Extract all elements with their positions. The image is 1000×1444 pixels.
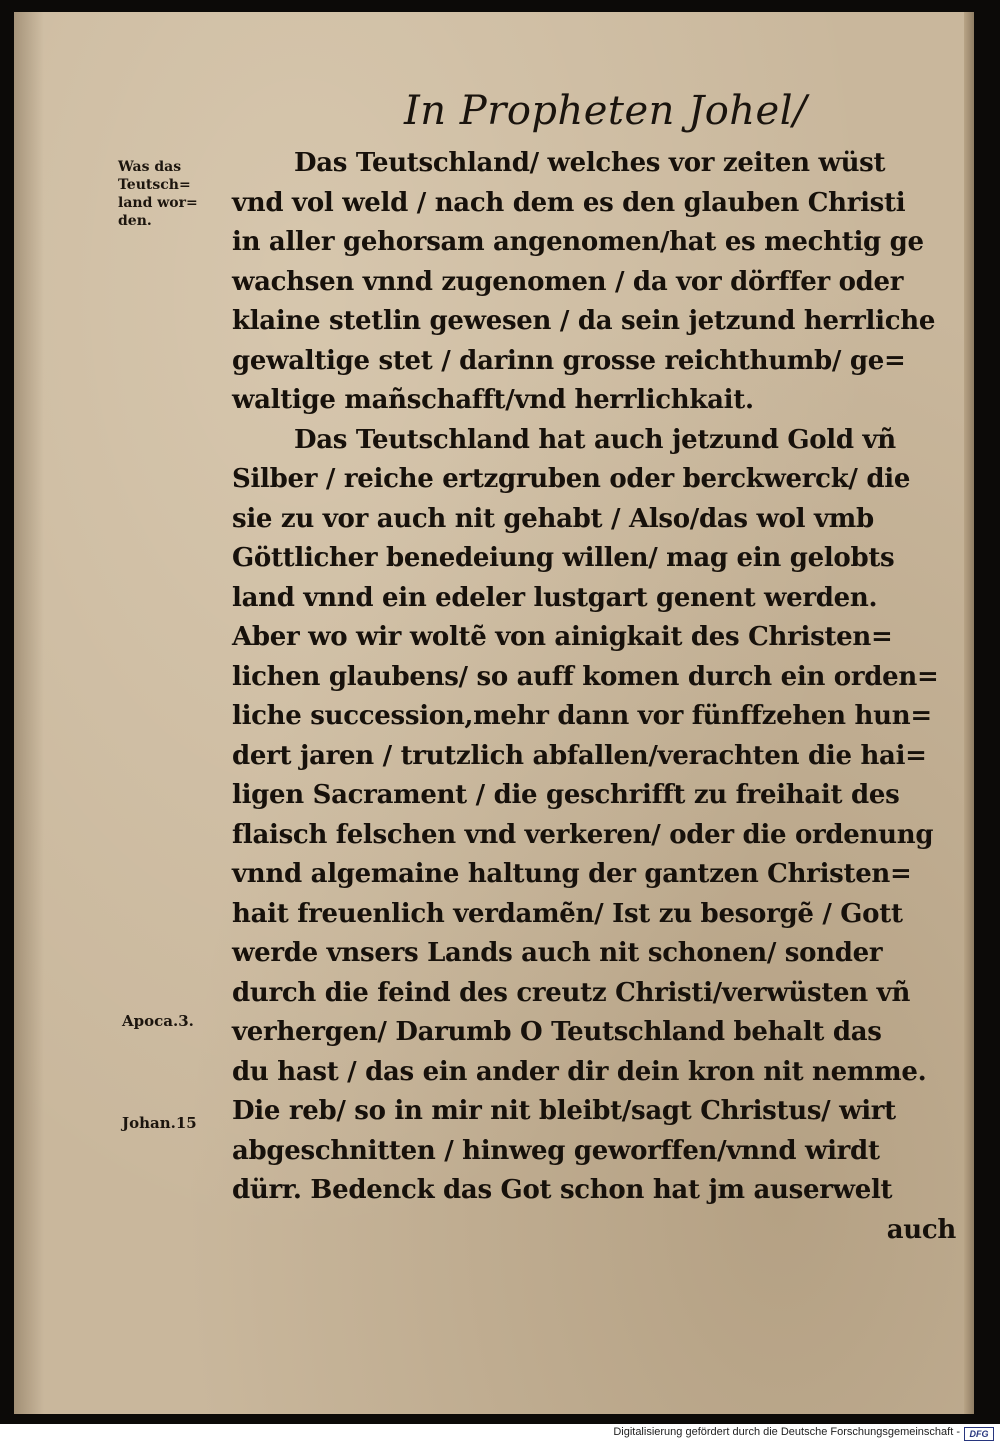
text-line: liche succession,mehr dann vor fünffzehen hun= <box>232 701 932 731</box>
marginal-note-teutschland <box>118 158 198 230</box>
marginal-note-johannes: Johan.15 <box>122 1114 197 1132</box>
book-page <box>14 12 974 1414</box>
marginal-note-line: Teutsch= <box>118 177 191 193</box>
text-line: durch die feind des creutz Christi/verwüsten vñ <box>232 977 911 1008</box>
marginal-note-line: Was das <box>118 159 182 175</box>
text-line: klaine stetlin gewesen / da sein jetzund herrliche <box>232 306 936 336</box>
marginal-note-apocalypse: Apoca.3. <box>122 1012 194 1030</box>
dfg-logo: DFG <box>964 1427 994 1441</box>
text-line: dürr. Bedenck das Got schon hat jm auserwelt <box>232 1175 893 1205</box>
text-line: wachsen vnnd zugenomen / da vor dörffer oder <box>232 266 904 297</box>
text-line: land vnnd ein edeler lustgart genent werden. <box>232 582 878 613</box>
text-line: abgeschnitten / hinweg geworffen/vnnd wirdt <box>232 1135 880 1166</box>
text-line: Aber wo wir woltẽ von ainigkait des Christen= <box>232 622 893 652</box>
text-line: Silber / reiche ertzgruben oder berckwerck/ die <box>232 464 911 494</box>
text-line: vnnd algemaine haltung der gantzen Christen= <box>232 859 912 889</box>
running-header: In Propheten Johel/ <box>404 88 807 134</box>
text-line: flaisch felschen vnd verkeren/ oder die ordenung <box>232 819 934 850</box>
marginal-note-line: den. <box>118 213 152 229</box>
text-line: werde vnsers Lands auch nit schonen/ sonder <box>232 938 883 968</box>
text-line: dert jaren / trutzlich abfallen/verachten die hai= <box>232 740 927 771</box>
footer-bar <box>0 1424 1000 1444</box>
text-line: hait freuenlich verdamẽn/ Ist zu besorgẽ / Gott <box>232 898 903 929</box>
marginal-note-line: land wor= <box>118 195 198 211</box>
catchword: auch <box>886 1214 956 1245</box>
text-line: Göttlicher benedeiung willen/ mag ein gelobts <box>232 543 895 573</box>
body-text <box>232 144 962 1250</box>
text-line: lichen glaubens/ so auff komen durch ein orden= <box>232 661 939 692</box>
page-edge <box>964 12 974 1414</box>
text-line: waltige mañschafft/vnd herrlichkait. <box>232 385 754 415</box>
text-line: Das Teutschland/ welches vor zeiten wüst <box>294 148 886 178</box>
funding-credit: Digitalisierung gefördert durch die Deutsche Forschungsgemeinschaft - <box>613 1426 960 1438</box>
text-line: ligen Sacrament / die geschrifft zu freihait des <box>232 780 900 810</box>
text-line: gewaltige stet / darinn grosse reichthumb/ ge= <box>232 345 906 376</box>
text-line: Die reb/ so in mir nit bleibt/sagt Christus/ wirt <box>232 1096 896 1126</box>
text-line: verhergen/ Darumb O Teutschland behalt das <box>232 1017 882 1047</box>
text-line: sie zu vor auch nit gehabt / Also/das wol vmb <box>232 503 874 534</box>
gutter-shadow <box>14 12 44 1414</box>
text-line: Das Teutschland hat auch jetzund Gold vñ <box>294 424 896 455</box>
text-line: vnd vol weld / nach dem es den glauben Christi <box>232 187 906 218</box>
text-line: in aller gehorsam angenomen/hat es mechtig ge <box>232 227 924 257</box>
text-line: du hast / das ein ander dir dein kron nit nemme. <box>232 1056 927 1087</box>
